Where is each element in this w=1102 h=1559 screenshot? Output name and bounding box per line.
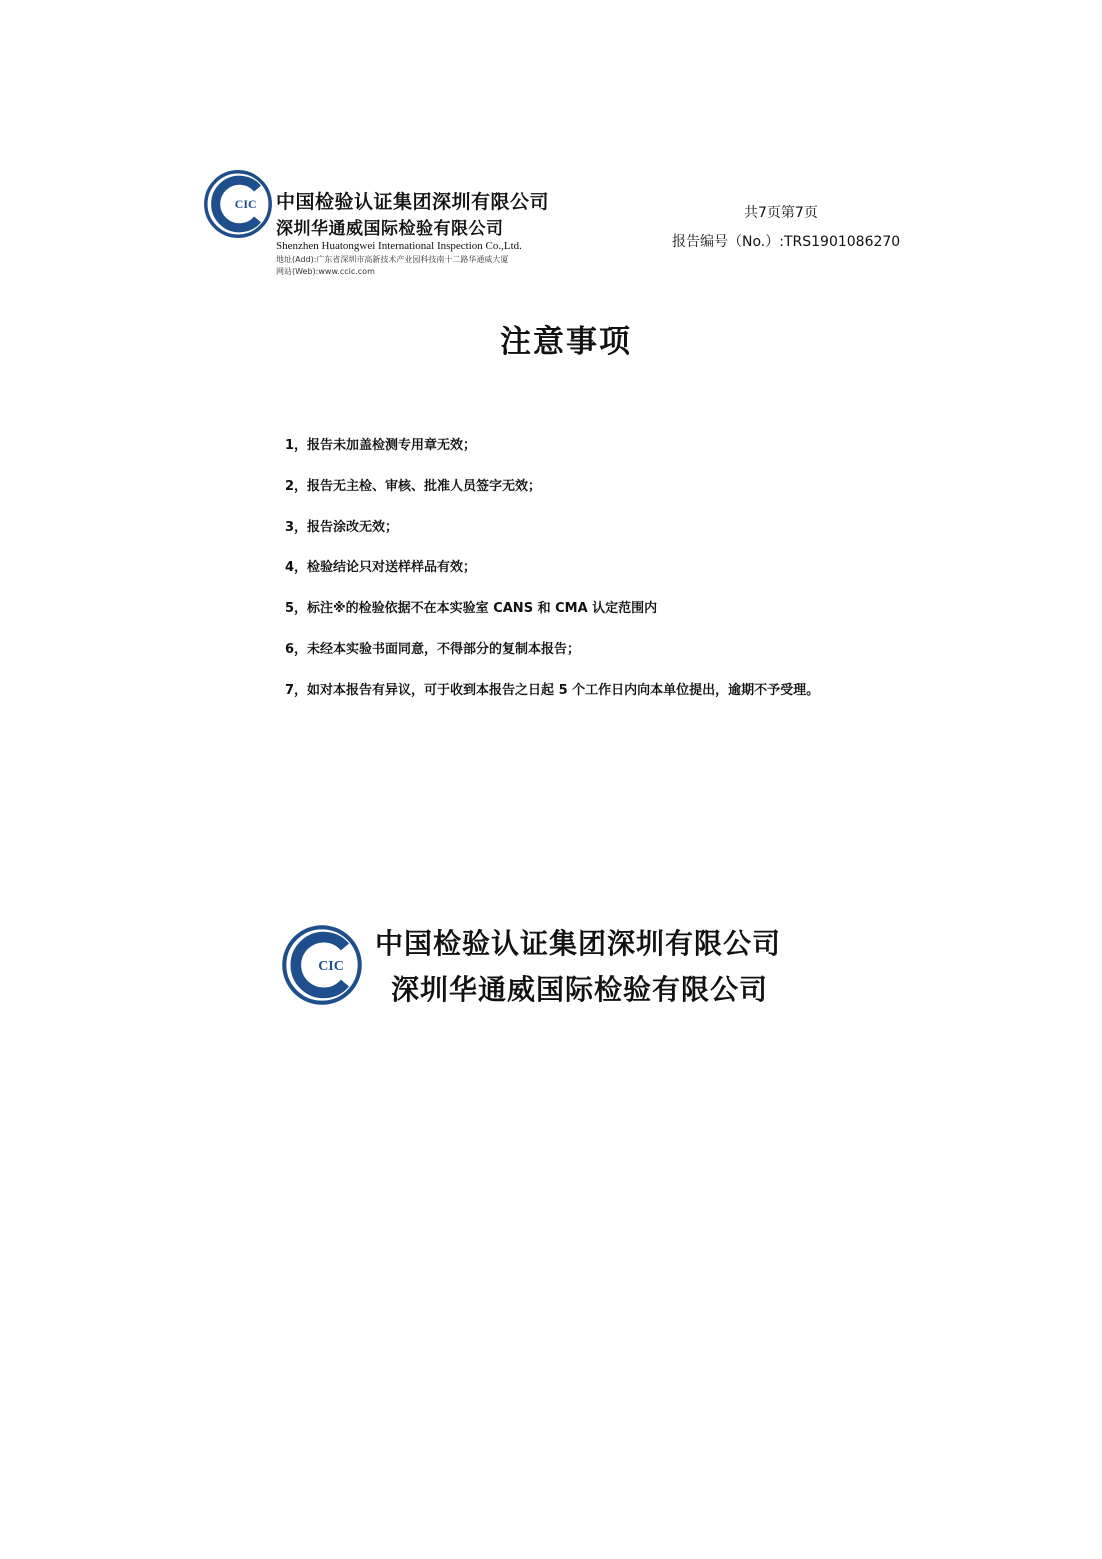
header-website: 网站(Web):www.ccic.com	[276, 267, 375, 276]
header-company-name-cn: 中国检验认证集团深圳有限公司	[276, 191, 550, 213]
note-item: 3，报告涂改无效；	[285, 519, 399, 535]
footer-company-name-cn: 中国检验认证集团深圳有限公司	[375, 927, 782, 960]
note-item: 6，未经本实验书面同意，不得部分的复制本报告；	[285, 641, 581, 657]
notes-list	[285, 436, 819, 722]
note-item: 2，报告无主检、审核、批准人员签字无效；	[285, 478, 542, 494]
note-item: 5，标注※的检验依据不在本实验室 CANS 和 CMA 认定范围内	[285, 601, 658, 617]
footer-company-subname-cn: 深圳华通威国际检验有限公司	[391, 973, 769, 1006]
cic-logo-icon	[203, 169, 273, 239]
report-number: 报告编号（No.）:TRS1901086270	[672, 234, 901, 250]
header-company-name-en: Shenzhen Huatongwei International Inspection Co.,Ltd.	[276, 240, 522, 252]
note-item: 7，如对本报告有异议，可于收到本报告之日起 5 个工作日内向本单位提出，逾期不予受理。	[285, 682, 820, 698]
note-item: 1，报告未加盖检测专用章无效；	[285, 438, 477, 453]
header-address: 地址(Add):广东省深圳市高新技术产业园科技南十二路华通威大厦	[276, 255, 509, 264]
page-count: 共7页第7页	[744, 205, 818, 221]
svg-text:CIC: CIC	[234, 197, 257, 212]
header-company-subname-cn: 深圳华通威国际检验有限公司	[276, 219, 504, 239]
svg-text:CIC: CIC	[318, 958, 344, 974]
note-item: 4，检验结论只对送样样品有效；	[285, 560, 477, 576]
page-title: 注意事项	[500, 324, 632, 360]
footer-cic-logo-icon	[281, 924, 363, 1006]
